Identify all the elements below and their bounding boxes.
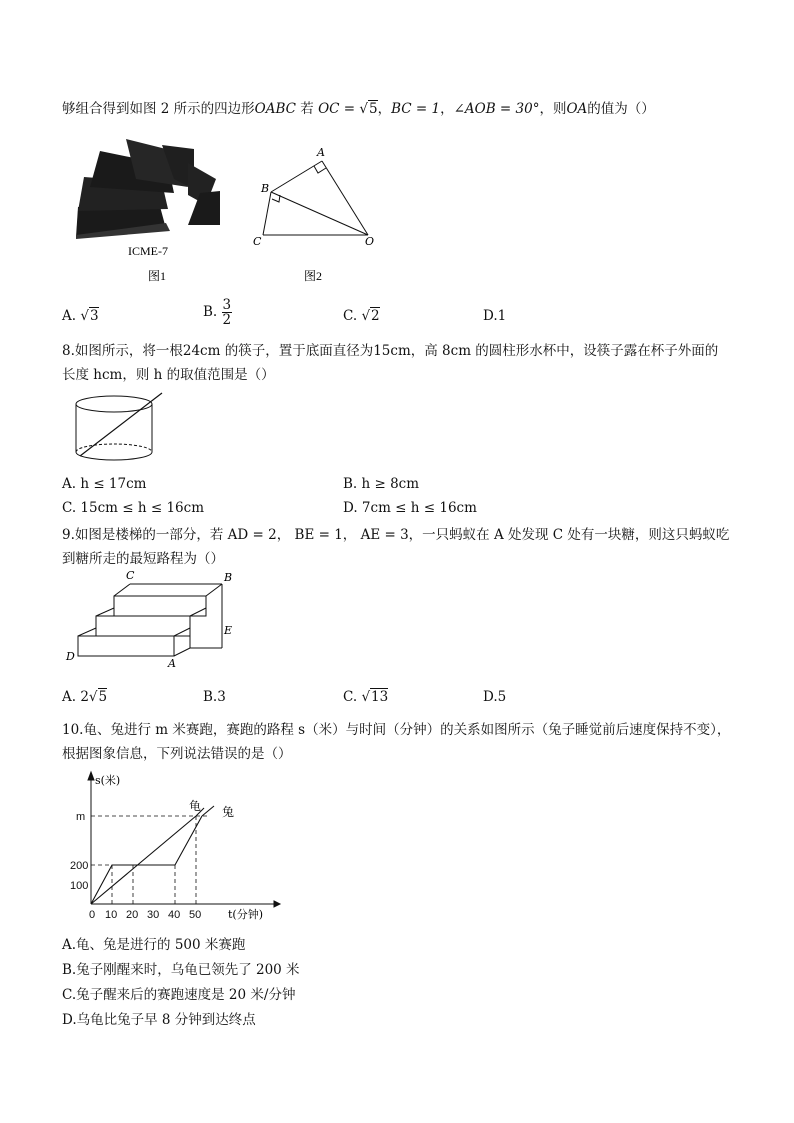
y-tick-label: 100 — [70, 880, 89, 892]
y-axis-arrow — [88, 772, 94, 780]
q7-stem — [62, 100, 655, 118]
q9-stem-line1: 9.如图是楼梯的一部分，若 AD = 2， BE = 1， AE = 3，一只蚂蚁在 A 处发现 C 处有一块糖，则这只蚂蚁吃 — [62, 527, 730, 543]
icme7-logo-shapes — [76, 139, 220, 239]
fraction-denominator: 2 — [222, 312, 232, 328]
q7-cond: 若 — [296, 101, 319, 117]
x-tick-label: 50 — [189, 909, 202, 921]
step1-front — [78, 636, 174, 656]
q7-oc-value: 5 — [369, 101, 378, 117]
q9-option-a[interactable] — [62, 688, 107, 706]
right-angle-mark-a — [314, 166, 326, 173]
step3-front — [114, 596, 206, 616]
point-e-label: E — [224, 624, 233, 637]
q7-end: 的值为（） — [587, 101, 655, 117]
q9-option-d[interactable]: D.5 — [483, 689, 507, 705]
x-tick-label: 20 — [126, 909, 139, 921]
q8-option-a[interactable]: A. h ≤ 17cm — [62, 476, 147, 492]
point-a-label: A — [317, 146, 325, 159]
q7-tail: ，则 — [539, 101, 567, 117]
segment-ba — [271, 161, 322, 192]
q7-comma: ， — [377, 101, 392, 117]
sqrt-sign: √ — [88, 689, 98, 705]
q8-option-b[interactable]: B. h ≥ 8cm — [343, 476, 420, 492]
q8-stem-line1: 8.如图所示，将一根24cm 的筷子，置于底面直径为15cm，高 8cm 的圆柱形水杯中，设筷子露在杯子外面的 — [62, 343, 719, 359]
point-b-label: B — [261, 182, 270, 195]
q7-sqrt-sign: √ — [359, 101, 368, 117]
point-c-label: C — [126, 569, 135, 582]
step3-top-right — [206, 584, 222, 596]
q10-option-b[interactable]: B.兔子刚醒来时，乌龟已领先了 200 米 — [62, 962, 300, 978]
x-axis-label: t(分钟) — [228, 908, 264, 921]
step2-top-right — [190, 608, 206, 616]
x-tick-label: 0 — [89, 909, 96, 921]
step2-top-left — [96, 608, 114, 616]
bottom-side-edge — [174, 648, 190, 656]
q7-angle: ∠AOB = 30° — [453, 101, 540, 117]
x-tick-label: 30 — [147, 909, 160, 921]
fraction-numerator: 3 — [222, 297, 232, 313]
q9-option-c-prefix: C. — [343, 689, 362, 705]
q7-option-c[interactable] — [343, 307, 380, 325]
step1-top-left — [78, 628, 96, 636]
q9-option-a-value: 5 — [98, 689, 108, 705]
q9-option-b[interactable]: B.3 — [203, 689, 226, 705]
series-label-turtle: 龟 — [189, 799, 202, 813]
q7-oabc: OABC — [254, 101, 296, 117]
chopstick — [80, 393, 162, 456]
q7-option-b[interactable] — [203, 298, 232, 327]
q7-option-b-prefix: B. — [203, 304, 222, 320]
q7-oa: OA — [566, 101, 588, 117]
oabc-figure — [248, 145, 383, 285]
q7-option-a-value: 3 — [89, 308, 99, 324]
right-angle-mark-b — [272, 195, 280, 202]
q9-option-c[interactable] — [343, 688, 388, 706]
icme7-logo-figure — [70, 135, 230, 285]
x-tick-label: 40 — [168, 909, 181, 921]
y-tick-label: 200 — [70, 860, 89, 872]
icme7-caption: ICME-7 — [128, 244, 168, 258]
point-c-label: C — [253, 235, 262, 248]
cup-bottom-front — [76, 452, 152, 460]
q7-option-c-prefix: C. — [343, 308, 362, 324]
staircase-figure — [62, 566, 242, 676]
q7-option-d[interactable]: D.1 — [483, 308, 507, 324]
q7-option-c-value: 2 — [371, 308, 380, 324]
step3-top-left — [114, 584, 130, 596]
step2-front — [96, 616, 190, 636]
y-tick-label: m — [76, 811, 86, 823]
x-tick-label: 10 — [105, 909, 118, 921]
q10-stem-line2: 根据图象信息，下列说法错误的是（） — [62, 746, 292, 762]
q9-option-c-value: 13 — [371, 689, 389, 705]
q7-option-a[interactable] — [62, 307, 99, 325]
point-d-label: D — [66, 650, 75, 663]
fig1-label: 图1 — [148, 269, 167, 283]
q8-option-c[interactable]: C. 15cm ≤ h ≤ 16cm — [62, 500, 204, 516]
q7-intro: 够组合得到如图 2 所示的四边形 — [62, 101, 255, 117]
q10-option-a[interactable]: A.龟、兔是进行的 500 米赛跑 — [62, 937, 246, 953]
q7-option-a-prefix: A. — [62, 308, 81, 324]
fig2-label: 图2 — [304, 269, 323, 283]
q7-option-b-fraction — [222, 298, 233, 327]
q10-option-c[interactable]: C.兔子醒来后的赛跑速度是 20 米/分钟 — [62, 987, 296, 1003]
segment-cb — [263, 192, 271, 235]
point-o-label: O — [365, 235, 375, 248]
sqrt-sign: √ — [361, 689, 371, 705]
q9-stem-line2: 到糖所走的最短路程为（） — [62, 551, 224, 567]
race-chart — [62, 768, 282, 928]
q8-option-d[interactable]: D. 7cm ≤ h ≤ 16cm — [343, 500, 477, 516]
q9-option-a-prefix: A. 2 — [62, 689, 89, 705]
series-line-rabbit — [91, 816, 202, 904]
sqrt-sign: √ — [361, 308, 371, 324]
point-a-label: A — [168, 657, 176, 670]
q7-bc: BC = 1 — [391, 101, 441, 117]
cylinder-cup-figure — [70, 390, 170, 470]
point-b-label: B — [224, 571, 233, 584]
q10-option-d[interactable]: D.乌龟比兔子早 8 分钟到达终点 — [62, 1012, 256, 1028]
x-axis-arrow — [274, 901, 280, 907]
q7-comma2: ， — [440, 101, 454, 117]
step1-top-right — [174, 628, 190, 636]
rabbit-line-extension — [202, 806, 214, 816]
series-line-turtle — [91, 816, 196, 904]
segment-ao — [322, 161, 368, 235]
series-label-rabbit: 兔 — [222, 805, 235, 819]
y-axis-label: s(米) — [95, 774, 121, 787]
q7-oc: OC = — [318, 101, 360, 117]
sqrt-sign: √ — [80, 308, 89, 324]
q10-stem-line1: 10.龟、兔进行 m 米赛跑，赛跑的路程 s（米）与时间（分钟）的关系如图所示（兔子睡觉前后速度保持不变）， — [62, 722, 731, 738]
segment-bo — [271, 192, 368, 235]
q8-stem-line2: 长度 hcm，则 h 的取值范围是（） — [62, 367, 275, 383]
